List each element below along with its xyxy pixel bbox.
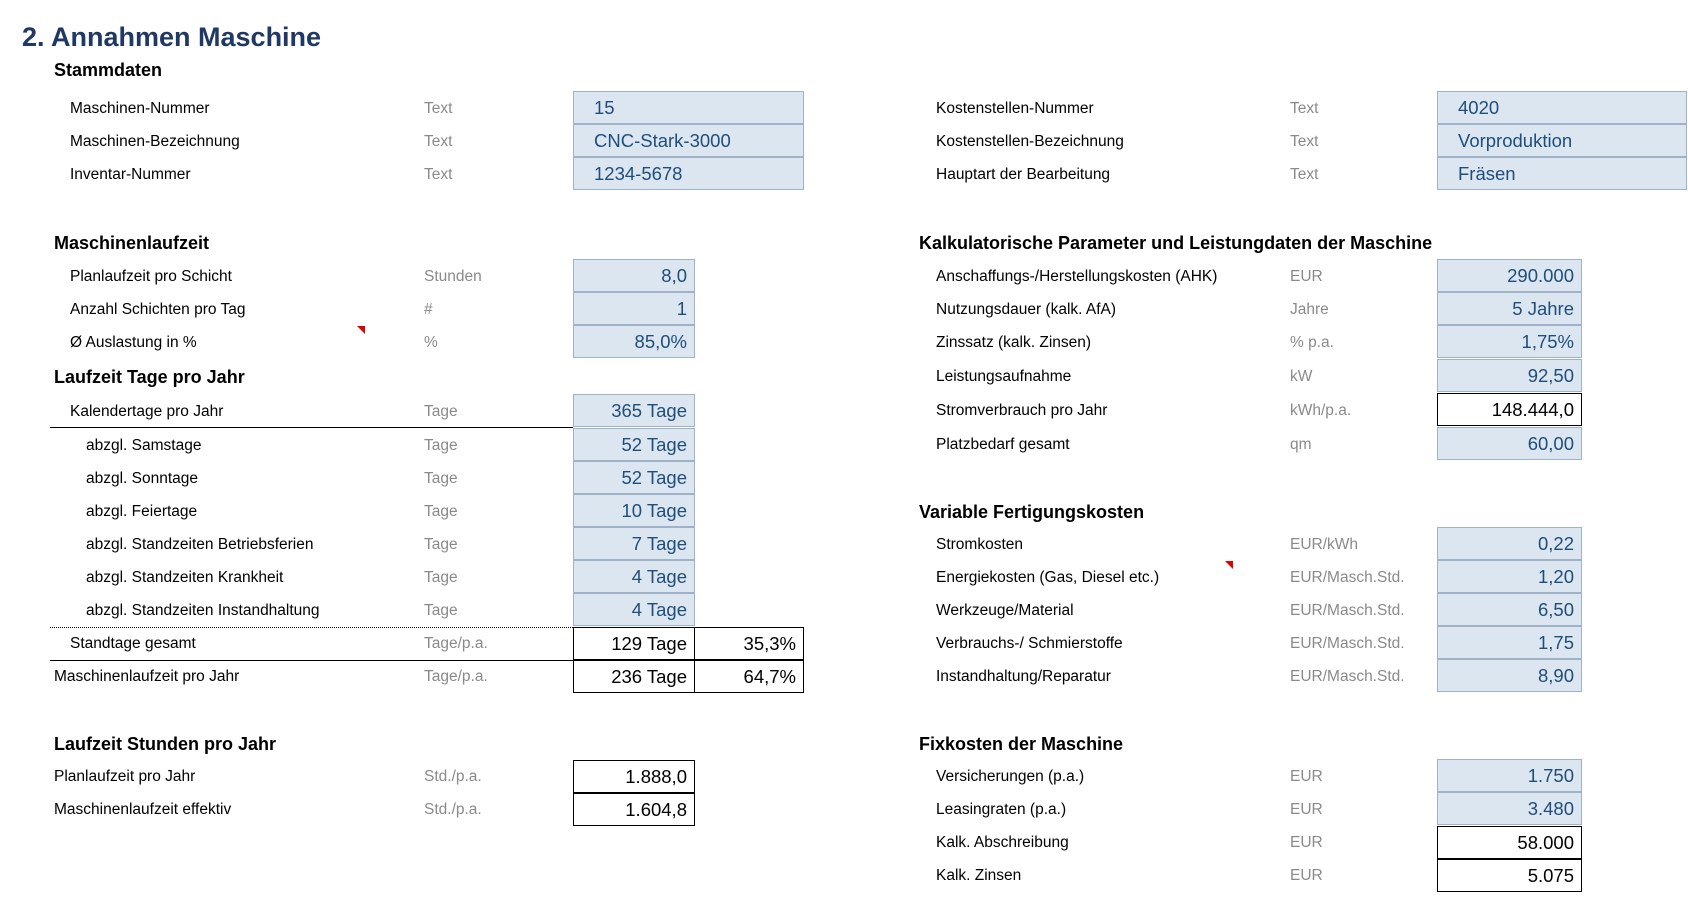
unit-krankheit: Tage [424,569,458,586]
value-standtage-gesamt: 129 Tage [573,627,695,660]
input-energiekosten[interactable]: 1,20 [1437,560,1582,593]
label-kalendertage: Kalendertage pro Jahr [70,403,224,420]
row-divider [50,660,573,661]
unit-energiekosten: EUR/Masch.Std. [1290,569,1405,586]
dotted-divider [50,627,573,628]
label-standtage-gesamt: Standtage gesamt [70,635,196,652]
unit-instandhaltung-reparatur: EUR/Masch.Std. [1290,668,1405,685]
unit-inventar-nummer: Text [424,166,453,183]
unit-maschinen-bezeichnung: Text [424,133,453,150]
section-laufzeit-tage-heading: Laufzeit Tage pro Jahr [54,367,245,387]
unit-versicherungen: EUR [1290,768,1323,785]
label-hauptart-bearbeitung: Hauptart der Bearbeitung [936,166,1111,183]
unit-instandhaltung-tage: Tage [424,602,458,619]
unit-maschinen-nummer: Text [424,100,453,117]
label-kostenstellen-nummer: Kostenstellen-Nummer [936,100,1094,117]
label-maschinen-nummer: Maschinen-Nummer [70,100,210,117]
percent-standtage-gesamt: 35,3% [694,627,804,660]
unit-kalk-zinsen: EUR [1290,867,1323,884]
label-ahk: Anschaffungs-/Herstellungskosten (AHK) [936,268,1218,285]
input-kostenstellen-nummer[interactable]: 4020 [1437,91,1687,124]
unit-kalk-abschreibung: EUR [1290,834,1323,851]
unit-kostenstellen-nummer: Text [1290,100,1319,117]
input-auslastung[interactable]: 85,0% [573,325,695,358]
input-instandhaltung-tage[interactable]: 4 Tage [573,593,695,626]
label-nutzungsdauer: Nutzungsdauer (kalk. AfA) [936,301,1117,318]
section-kalkulatorisch-heading: Kalkulatorische Parameter und Leistungdaten der Maschine [919,233,1433,253]
label-leasingraten: Leasingraten (p.a.) [936,801,1067,818]
unit-anzahl-schichten: # [424,301,433,318]
input-verbrauchsstoffe[interactable]: 1,75 [1437,626,1582,659]
input-stromkosten[interactable]: 0,22 [1437,527,1582,560]
label-planlaufzeit-jahr: Planlaufzeit pro Jahr [54,768,196,785]
label-feiertage: abzgl. Feiertage [86,503,198,520]
value-kalk-abschreibung: 58.000 [1437,826,1582,859]
label-werkzeuge: Werkzeuge/Material [936,602,1074,619]
input-platzbedarf[interactable]: 60,00 [1437,427,1582,460]
input-versicherungen[interactable]: 1.750 [1437,759,1582,792]
comment-marker-icon[interactable] [357,326,365,334]
input-leasingraten[interactable]: 3.480 [1437,792,1582,825]
section-laufzeit-stunden-heading: Laufzeit Stunden pro Jahr [54,734,277,754]
input-betriebsferien[interactable]: 7 Tage [573,527,695,560]
value-planlaufzeit-jahr: 1.888,0 [573,760,695,793]
input-krankheit[interactable]: 4 Tage [573,560,695,593]
unit-zinssatz: % p.a. [1290,334,1334,351]
label-betriebsferien: abzgl. Standzeiten Betriebsferien [86,536,314,553]
label-stromkosten: Stromkosten [936,536,1024,553]
label-instandhaltung-reparatur: Instandhaltung/Reparatur [936,668,1111,685]
unit-auslastung: % [424,334,438,351]
unit-stromkosten: EUR/kWh [1290,536,1359,553]
input-instandhaltung-reparatur[interactable]: 8,90 [1437,659,1582,692]
unit-leistungsaufnahme: kW [1290,368,1313,385]
label-sonntage: abzgl. Sonntage [86,470,199,487]
unit-ahk: EUR [1290,268,1323,285]
label-instandhaltung-tage: abzgl. Standzeiten Instandhaltung [86,602,320,619]
label-maschinenlaufzeit-jahr: Maschinenlaufzeit pro Jahr [54,668,240,685]
label-energiekosten: Energiekosten (Gas, Diesel etc.) [936,569,1160,586]
unit-werkzeuge: EUR/Masch.Std. [1290,602,1405,619]
input-nutzungsdauer[interactable]: 5 Jahre [1437,292,1582,325]
input-samstage[interactable]: 52 Tage [573,428,695,461]
label-maschinen-bezeichnung: Maschinen-Bezeichnung [70,133,240,150]
input-werkzeuge[interactable]: 6,50 [1437,593,1582,626]
label-maschinenlaufzeit-effektiv: Maschinenlaufzeit effektiv [54,801,232,818]
value-maschinenlaufzeit-effektiv: 1.604,8 [573,793,695,826]
input-zinssatz[interactable]: 1,75% [1437,325,1582,358]
unit-maschinenlaufzeit-jahr: Tage/p.a. [424,668,488,685]
input-anzahl-schichten[interactable]: 1 [573,292,695,325]
section-fixkosten-heading: Fixkosten der Maschine [919,734,1124,754]
unit-stromverbrauch: kWh/p.a. [1290,402,1352,419]
unit-leasingraten: EUR [1290,801,1323,818]
label-stromverbrauch: Stromverbrauch pro Jahr [936,402,1108,419]
unit-standtage-gesamt: Tage/p.a. [424,635,488,652]
label-leistungsaufnahme: Leistungsaufnahme [936,368,1072,385]
label-auslastung: Ø Auslastung in % [70,334,197,351]
comment-marker-icon[interactable] [1225,561,1233,569]
unit-nutzungsdauer: Jahre [1290,301,1329,318]
unit-samstage: Tage [424,437,458,454]
unit-kalendertage: Tage [424,403,458,420]
label-platzbedarf: Platzbedarf gesamt [936,436,1070,453]
input-maschinen-nummer[interactable]: 15 [573,91,804,124]
label-samstage: abzgl. Samstage [86,437,202,454]
input-feiertage[interactable]: 10 Tage [573,494,695,527]
label-planlaufzeit-schicht: Planlaufzeit pro Schicht [70,268,232,285]
section-stammdaten-heading: Stammdaten [54,60,163,80]
unit-planlaufzeit-jahr: Std./p.a. [424,768,482,785]
section-maschinenlaufzeit-heading: Maschinenlaufzeit [54,233,210,253]
unit-maschinenlaufzeit-effektiv: Std./p.a. [424,801,482,818]
label-anzahl-schichten: Anzahl Schichten pro Tag [70,301,246,318]
label-zinssatz: Zinssatz (kalk. Zinsen) [936,334,1092,351]
label-inventar-nummer: Inventar-Nummer [70,166,191,183]
input-planlaufzeit-schicht[interactable]: 8,0 [573,259,695,292]
label-kostenstellen-bezeichnung: Kostenstellen-Bezeichnung [936,133,1124,150]
input-kostenstellen-bezeichnung[interactable]: Vorproduktion [1437,124,1687,157]
input-ahk[interactable]: 290.000 [1437,259,1582,292]
value-stromverbrauch: 148.444,0 [1437,393,1582,426]
label-versicherungen: Versicherungen (p.a.) [936,768,1085,785]
value-maschinenlaufzeit-jahr: 236 Tage [573,660,695,693]
input-leistungsaufnahme[interactable]: 92,50 [1437,359,1582,392]
page-title: 2. Annahmen Maschine [22,22,322,52]
label-kalk-zinsen: Kalk. Zinsen [936,867,1022,884]
unit-kostenstellen-bezeichnung: Text [1290,133,1319,150]
row-divider [50,427,573,428]
unit-verbrauchsstoffe: EUR/Masch.Std. [1290,635,1405,652]
unit-sonntage: Tage [424,470,458,487]
section-variable-heading: Variable Fertigungskosten [919,502,1145,522]
input-inventar-nummer[interactable]: 1234-5678 [573,157,804,190]
unit-feiertage: Tage [424,503,458,520]
input-sonntage[interactable]: 52 Tage [573,461,695,494]
unit-planlaufzeit-schicht: Stunden [424,268,482,285]
unit-betriebsferien: Tage [424,536,458,553]
label-verbrauchsstoffe: Verbrauchs-/ Schmierstoffe [936,635,1123,652]
unit-hauptart-bearbeitung: Text [1290,166,1319,183]
unit-platzbedarf: qm [1290,436,1312,453]
label-kalk-abschreibung: Kalk. Abschreibung [936,834,1069,851]
input-kalendertage[interactable]: 365 Tage [573,394,695,427]
value-kalk-zinsen: 5.075 [1437,859,1582,892]
percent-maschinenlaufzeit-jahr: 64,7% [694,660,804,693]
label-krankheit: abzgl. Standzeiten Krankheit [86,569,284,586]
input-maschinen-bezeichnung[interactable]: CNC-Stark-3000 [573,124,804,157]
input-hauptart-bearbeitung[interactable]: Fräsen [1437,157,1687,190]
